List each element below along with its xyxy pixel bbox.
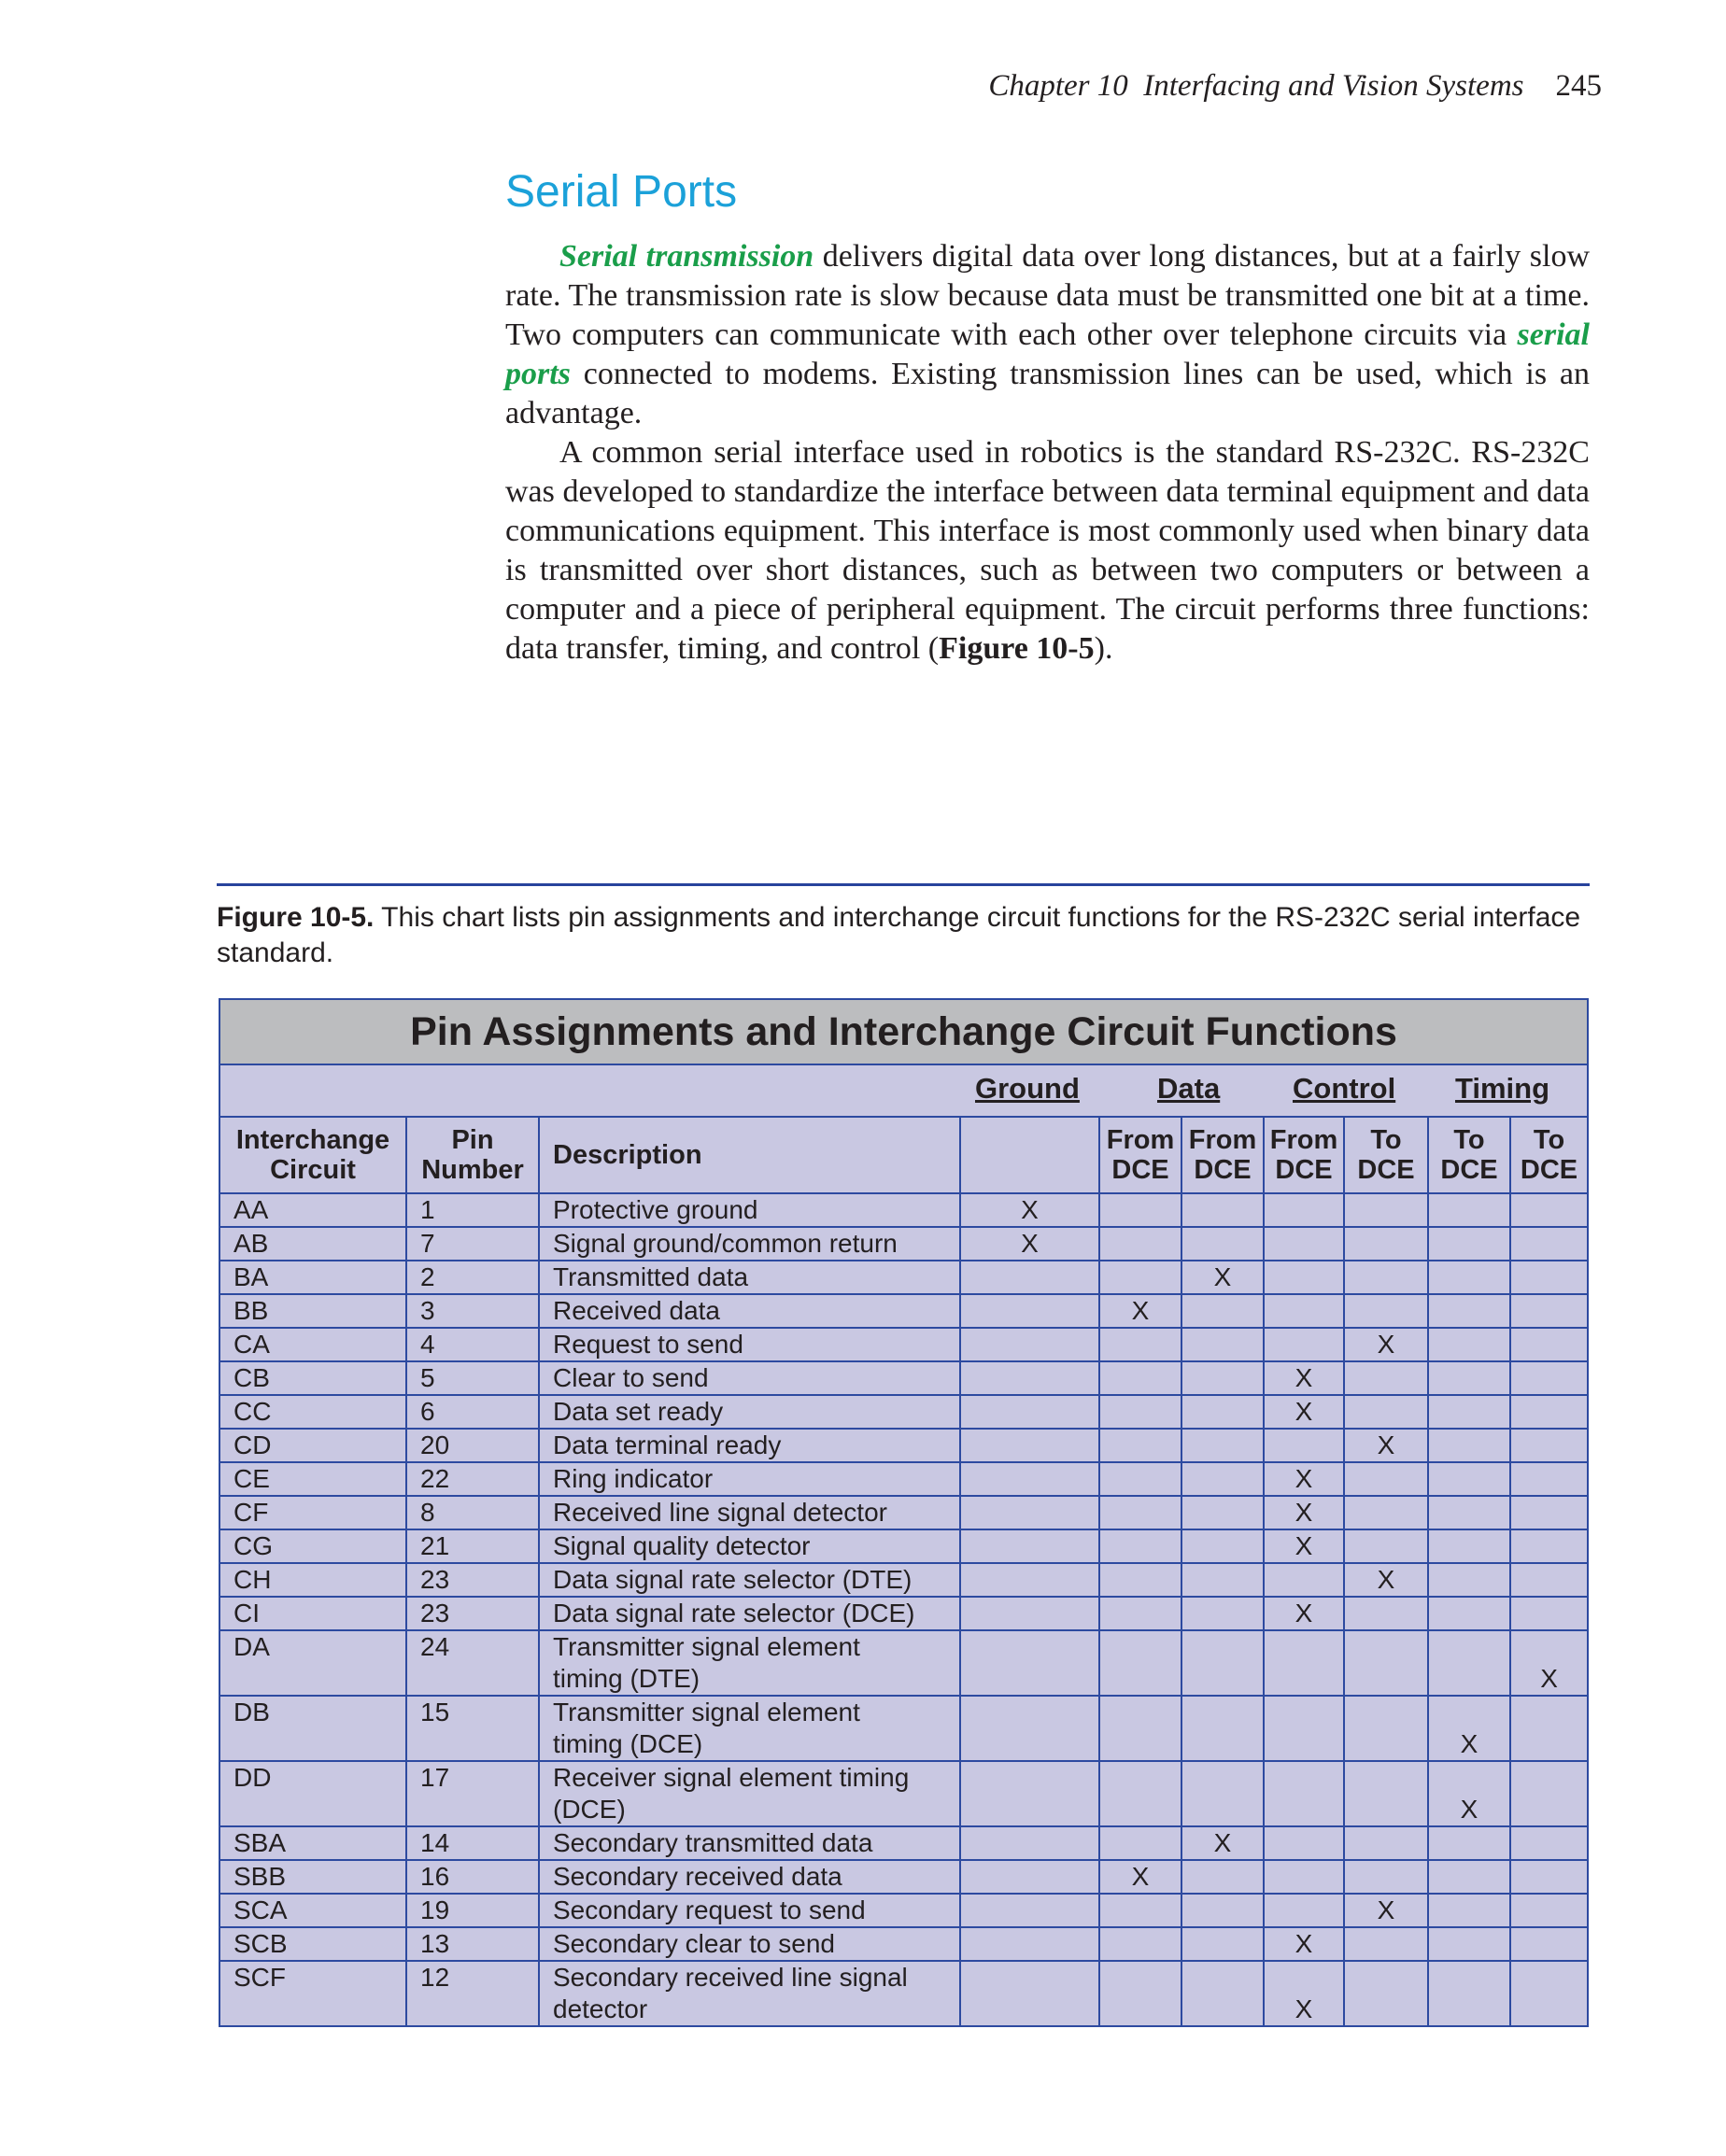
mark-cell <box>960 1826 1099 1860</box>
mark-cell <box>1099 1894 1181 1927</box>
mark-cell <box>1264 1696 1344 1761</box>
mark-cell <box>1099 1961 1181 2026</box>
mark-cell <box>1510 1529 1588 1563</box>
mark-cell <box>1181 1894 1264 1927</box>
table-row <box>219 1462 1588 1496</box>
table-row <box>219 1429 1588 1462</box>
mark-cell <box>1428 1630 1510 1696</box>
mark-cell: X <box>1181 1826 1264 1860</box>
pin-cell: 15 <box>406 1696 539 1761</box>
description-cell: Transmitted data <box>539 1261 960 1294</box>
mark-cell <box>1099 1630 1181 1696</box>
table-body <box>219 1193 1588 2026</box>
description-cell: Transmitter signal element timing (DTE) <box>539 1630 960 1696</box>
group-header-row <box>219 1064 1588 1117</box>
table-row <box>219 1597 1588 1630</box>
mark-cell <box>1428 1597 1510 1630</box>
mark-cell <box>1099 1361 1181 1395</box>
mark-cell <box>1181 1193 1264 1227</box>
mark-cell: X <box>1264 1597 1344 1630</box>
col-description: Description <box>539 1117 960 1193</box>
mark-cell: X <box>1344 1429 1428 1462</box>
mark-cell <box>1099 1563 1181 1597</box>
mark-cell <box>1099 1261 1181 1294</box>
mark-cell <box>1181 1294 1264 1328</box>
mark-cell <box>1344 1961 1428 2026</box>
mark-cell: X <box>1344 1328 1428 1361</box>
mark-cell <box>1510 1894 1588 1927</box>
table-row <box>219 1894 1588 1927</box>
mark-cell <box>1428 1894 1510 1927</box>
mark-cell <box>1181 1328 1264 1361</box>
mark-cell <box>1181 1860 1264 1894</box>
col-timing-to-dce-2: To DCE <box>1510 1117 1588 1193</box>
mark-cell <box>1344 1193 1428 1227</box>
mark-cell <box>960 1761 1099 1826</box>
description-cell: Signal quality detector <box>539 1529 960 1563</box>
mark-cell <box>1264 1563 1344 1597</box>
mark-cell <box>1510 1294 1588 1328</box>
pin-cell: 12 <box>406 1961 539 2026</box>
mark-cell <box>960 1961 1099 2026</box>
table-row <box>219 1529 1588 1563</box>
description-cell: Request to send <box>539 1328 960 1361</box>
mark-cell <box>1344 1826 1428 1860</box>
table-row <box>219 1961 1588 2026</box>
circuit-cell: AA <box>219 1193 406 1227</box>
description-cell: Received line signal detector <box>539 1496 960 1529</box>
pin-cell: 19 <box>406 1894 539 1927</box>
mark-cell <box>1344 1927 1428 1961</box>
mark-cell <box>960 1696 1099 1761</box>
mark-cell <box>1099 1328 1181 1361</box>
mark-cell <box>1428 1429 1510 1462</box>
mark-cell <box>1181 1227 1264 1261</box>
table-row <box>219 1294 1588 1328</box>
mark-cell <box>960 1294 1099 1328</box>
pin-cell: 17 <box>406 1761 539 1826</box>
mark-cell <box>1344 1395 1428 1429</box>
circuit-cell: AB <box>219 1227 406 1261</box>
mark-cell <box>1344 1529 1428 1563</box>
circuit-cell: CF <box>219 1496 406 1529</box>
paragraph-2 <box>505 433 1590 669</box>
section-title: Serial Ports <box>505 167 738 217</box>
paragraph-2-text: A common serial interface used in robotics is the standard RS-232C. RS-232C was developed to standardize the interface between data terminal equipment and data communications equipment. This interface is most commonly used when binary data is transmitted over short distances, such as between two computers or between a computer and a piece of peripheral equipment. The circuit performs three functions: data transfer, timing, and control ( <box>505 435 1590 666</box>
mark-cell <box>1181 1696 1264 1761</box>
body-text <box>505 237 1590 669</box>
paragraph-1-text-b: connected to modems. Existing transmission lines can be used, which is an advantage. <box>505 357 1590 430</box>
mark-cell <box>1099 1429 1181 1462</box>
mark-cell <box>1099 1227 1181 1261</box>
mark-cell <box>1099 1193 1181 1227</box>
circuit-cell: BA <box>219 1261 406 1294</box>
pin-cell: 14 <box>406 1826 539 1860</box>
pin-cell: 13 <box>406 1927 539 1961</box>
mark-cell <box>1510 1261 1588 1294</box>
table-row <box>219 1826 1588 1860</box>
mark-cell: X <box>1099 1294 1181 1328</box>
mark-cell <box>1510 1193 1588 1227</box>
mark-cell <box>1264 1630 1344 1696</box>
mark-cell <box>960 1361 1099 1395</box>
mark-cell <box>1344 1761 1428 1826</box>
mark-cell <box>1428 1261 1510 1294</box>
description-cell: Secondary received line signal detector <box>539 1961 960 2026</box>
group-control: Control <box>1293 1072 1396 1105</box>
figure-caption-text: This chart lists pin assignments and interchange circuit functions for the RS-232C serial interface standard. <box>217 902 1581 968</box>
mark-cell <box>1344 1496 1428 1529</box>
group-ground: Ground <box>975 1072 1080 1105</box>
mark-cell <box>1264 1294 1344 1328</box>
mark-cell <box>1428 1961 1510 2026</box>
col-interchange-circuit: Interchange Circuit <box>219 1117 406 1193</box>
circuit-cell: CC <box>219 1395 406 1429</box>
mark-cell <box>1510 1761 1588 1826</box>
pin-cell: 4 <box>406 1328 539 1361</box>
mark-cell <box>1510 1860 1588 1894</box>
mark-cell <box>1181 1429 1264 1462</box>
circuit-cell: SBB <box>219 1860 406 1894</box>
mark-cell <box>960 1462 1099 1496</box>
mark-cell <box>1181 1761 1264 1826</box>
circuit-cell: DD <box>219 1761 406 1826</box>
description-cell: Data signal rate selector (DCE) <box>539 1597 960 1630</box>
mark-cell <box>1099 1462 1181 1496</box>
table-row <box>219 1696 1588 1761</box>
description-cell: Secondary clear to send <box>539 1927 960 1961</box>
description-cell: Secondary transmitted data <box>539 1826 960 1860</box>
mark-cell <box>1510 1462 1588 1496</box>
pin-cell: 1 <box>406 1193 539 1227</box>
group-timing: Timing <box>1455 1072 1550 1105</box>
mark-cell <box>1264 1227 1344 1261</box>
pin-cell: 16 <box>406 1860 539 1894</box>
mark-cell: X <box>1099 1860 1181 1894</box>
mark-cell <box>1344 1630 1428 1696</box>
description-cell: Transmitter signal element timing (DCE) <box>539 1696 960 1761</box>
mark-cell <box>1099 1927 1181 1961</box>
mark-cell <box>1428 1462 1510 1496</box>
mark-cell <box>1264 1761 1344 1826</box>
circuit-cell: DA <box>219 1630 406 1696</box>
mark-cell <box>1510 1826 1588 1860</box>
mark-cell <box>1264 1261 1344 1294</box>
circuit-cell: CD <box>219 1429 406 1462</box>
mark-cell <box>1428 1193 1510 1227</box>
chapter-title: Interfacing and Vision Systems <box>1143 69 1524 103</box>
mark-cell: X <box>1428 1761 1510 1826</box>
circuit-cell: SCF <box>219 1961 406 2026</box>
paragraph-2-end: ). <box>1094 631 1113 666</box>
pin-cell: 2 <box>406 1261 539 1294</box>
circuit-cell: CE <box>219 1462 406 1496</box>
description-cell: Data signal rate selector (DTE) <box>539 1563 960 1597</box>
pin-cell: 24 <box>406 1630 539 1696</box>
mark-cell <box>1344 1227 1428 1261</box>
mark-cell <box>1510 1961 1588 2026</box>
mark-cell <box>1181 1630 1264 1696</box>
table-row <box>219 1761 1588 1826</box>
mark-cell: X <box>960 1193 1099 1227</box>
description-cell: Signal ground/common return <box>539 1227 960 1261</box>
col-ground <box>960 1117 1099 1193</box>
pin-cell: 8 <box>406 1496 539 1529</box>
mark-cell <box>1510 1361 1588 1395</box>
table-row <box>219 1361 1588 1395</box>
circuit-cell: CB <box>219 1361 406 1395</box>
mark-cell <box>1264 1826 1344 1860</box>
mark-cell <box>1510 1597 1588 1630</box>
mark-cell <box>1099 1761 1181 1826</box>
mark-cell <box>1344 1696 1428 1761</box>
mark-cell: X <box>1344 1563 1428 1597</box>
pin-cell: 6 <box>406 1395 539 1429</box>
mark-cell <box>1099 1826 1181 1860</box>
pin-cell: 5 <box>406 1361 539 1395</box>
circuit-cell: CH <box>219 1563 406 1597</box>
mark-cell <box>1099 1395 1181 1429</box>
mark-cell <box>1428 1563 1510 1597</box>
description-cell: Received data <box>539 1294 960 1328</box>
mark-cell <box>1099 1496 1181 1529</box>
circuit-cell: CI <box>219 1597 406 1630</box>
mark-cell <box>1344 1462 1428 1496</box>
description-cell: Secondary received data <box>539 1860 960 1894</box>
mark-cell: X <box>1181 1261 1264 1294</box>
mark-cell <box>960 1860 1099 1894</box>
mark-cell: X <box>1344 1894 1428 1927</box>
pin-cell: 21 <box>406 1529 539 1563</box>
paragraph-1-text-a: delivers digital data over long distances, but at a fairly slow rate. The transmission rate is slow because data must be transmitted one bit at a time. Two computers can communicate with each other over telephone circuits via <box>505 239 1590 352</box>
mark-cell: X <box>1264 1462 1344 1496</box>
table-row <box>219 1395 1588 1429</box>
figure-caption <box>217 900 1590 971</box>
paragraph-1 <box>505 237 1590 433</box>
mark-cell <box>1344 1361 1428 1395</box>
mark-cell: X <box>1264 1496 1344 1529</box>
description-cell: Receiver signal element timing (DCE) <box>539 1761 960 1826</box>
circuit-cell: CA <box>219 1328 406 1361</box>
description-cell: Data set ready <box>539 1395 960 1429</box>
mark-cell <box>1428 1395 1510 1429</box>
circuit-cell: SBA <box>219 1826 406 1860</box>
mark-cell <box>1264 1894 1344 1927</box>
mark-cell <box>1510 1927 1588 1961</box>
mark-cell <box>1181 1395 1264 1429</box>
mark-cell <box>1344 1597 1428 1630</box>
running-header <box>988 69 1602 104</box>
table-row <box>219 1328 1588 1361</box>
pin-cell: 7 <box>406 1227 539 1261</box>
mark-cell: X <box>1264 1395 1344 1429</box>
figure-reference: Figure 10-5 <box>939 631 1095 666</box>
mark-cell: X <box>960 1227 1099 1261</box>
col-control-to-dce: To DCE <box>1344 1117 1428 1193</box>
pin-assignments-table <box>219 998 1589 2027</box>
description-cell: Ring indicator <box>539 1462 960 1496</box>
mark-cell <box>1099 1529 1181 1563</box>
table-row <box>219 1860 1588 1894</box>
page-number: 245 <box>1555 69 1602 103</box>
col-data-from-dce-2: From DCE <box>1181 1117 1264 1193</box>
group-data: Data <box>1157 1072 1221 1105</box>
description-cell: Protective ground <box>539 1193 960 1227</box>
mark-cell <box>960 1563 1099 1597</box>
description-cell: Secondary request to send <box>539 1894 960 1927</box>
mark-cell <box>1344 1261 1428 1294</box>
figure-rule <box>217 883 1590 886</box>
mark-cell <box>1428 1529 1510 1563</box>
mark-cell <box>1428 1927 1510 1961</box>
description-cell: Clear to send <box>539 1361 960 1395</box>
mark-cell <box>1264 1193 1344 1227</box>
table-row <box>219 1261 1588 1294</box>
mark-cell <box>960 1328 1099 1361</box>
mark-cell <box>1181 1529 1264 1563</box>
table-row <box>219 1563 1588 1597</box>
mark-cell <box>1181 1961 1264 2026</box>
mark-cell <box>960 1630 1099 1696</box>
mark-cell <box>1428 1361 1510 1395</box>
mark-cell: X <box>1264 1961 1344 2026</box>
table-row <box>219 1927 1588 1961</box>
table-row <box>219 1193 1588 1227</box>
mark-cell <box>960 1597 1099 1630</box>
term-serial-ports: serial ports <box>505 317 1590 391</box>
pin-cell: 22 <box>406 1462 539 1496</box>
mark-cell: X <box>1510 1630 1588 1696</box>
mark-cell <box>1428 1496 1510 1529</box>
mark-cell <box>1264 1328 1344 1361</box>
mark-cell <box>1181 1462 1264 1496</box>
mark-cell <box>1428 1294 1510 1328</box>
mark-cell <box>960 1395 1099 1429</box>
circuit-cell: BB <box>219 1294 406 1328</box>
table-row <box>219 1227 1588 1261</box>
mark-cell <box>1344 1860 1428 1894</box>
pin-cell: 20 <box>406 1429 539 1462</box>
mark-cell <box>1181 1361 1264 1395</box>
mark-cell <box>1510 1496 1588 1529</box>
pin-cell: 23 <box>406 1563 539 1597</box>
figure-label: Figure 10-5. <box>217 902 375 933</box>
col-control-from-dce: From DCE <box>1264 1117 1344 1193</box>
mark-cell <box>1181 1563 1264 1597</box>
mark-cell: X <box>1264 1361 1344 1395</box>
mark-cell <box>1510 1563 1588 1597</box>
chapter-label: Chapter 10 <box>988 69 1128 103</box>
mark-cell: X <box>1264 1927 1344 1961</box>
mark-cell <box>1428 1227 1510 1261</box>
term-serial-transmission: Serial transmission <box>559 239 814 274</box>
mark-cell <box>1181 1597 1264 1630</box>
mark-cell <box>960 1261 1099 1294</box>
mark-cell: X <box>1428 1696 1510 1761</box>
col-pin-number: Pin Number <box>406 1117 539 1193</box>
mark-cell <box>1510 1429 1588 1462</box>
table-row <box>219 1496 1588 1529</box>
mark-cell <box>1344 1294 1428 1328</box>
mark-cell <box>960 1529 1099 1563</box>
mark-cell <box>960 1927 1099 1961</box>
mark-cell <box>1428 1328 1510 1361</box>
mark-cell <box>1510 1395 1588 1429</box>
mark-cell <box>1099 1597 1181 1630</box>
col-data-from-dce-1: From DCE <box>1099 1117 1181 1193</box>
mark-cell <box>1099 1696 1181 1761</box>
table-row <box>219 1630 1588 1696</box>
mark-cell <box>1181 1927 1264 1961</box>
mark-cell <box>960 1894 1099 1927</box>
mark-cell <box>1428 1860 1510 1894</box>
mark-cell <box>1264 1860 1344 1894</box>
circuit-cell: SCA <box>219 1894 406 1927</box>
mark-cell <box>1510 1328 1588 1361</box>
circuit-cell: CG <box>219 1529 406 1563</box>
description-cell: Data terminal ready <box>539 1429 960 1462</box>
mark-cell <box>960 1496 1099 1529</box>
mark-cell <box>960 1429 1099 1462</box>
mark-cell <box>1428 1826 1510 1860</box>
pin-cell: 3 <box>406 1294 539 1328</box>
circuit-cell: SCB <box>219 1927 406 1961</box>
circuit-cell: DB <box>219 1696 406 1761</box>
mark-cell <box>1510 1696 1588 1761</box>
mark-cell: X <box>1264 1529 1344 1563</box>
table-title: Pin Assignments and Interchange Circuit Functions <box>219 999 1588 1064</box>
mark-cell <box>1181 1496 1264 1529</box>
mark-cell <box>1510 1227 1588 1261</box>
mark-cell <box>1264 1429 1344 1462</box>
pin-cell: 23 <box>406 1597 539 1630</box>
col-timing-to-dce-1: To DCE <box>1428 1117 1510 1193</box>
